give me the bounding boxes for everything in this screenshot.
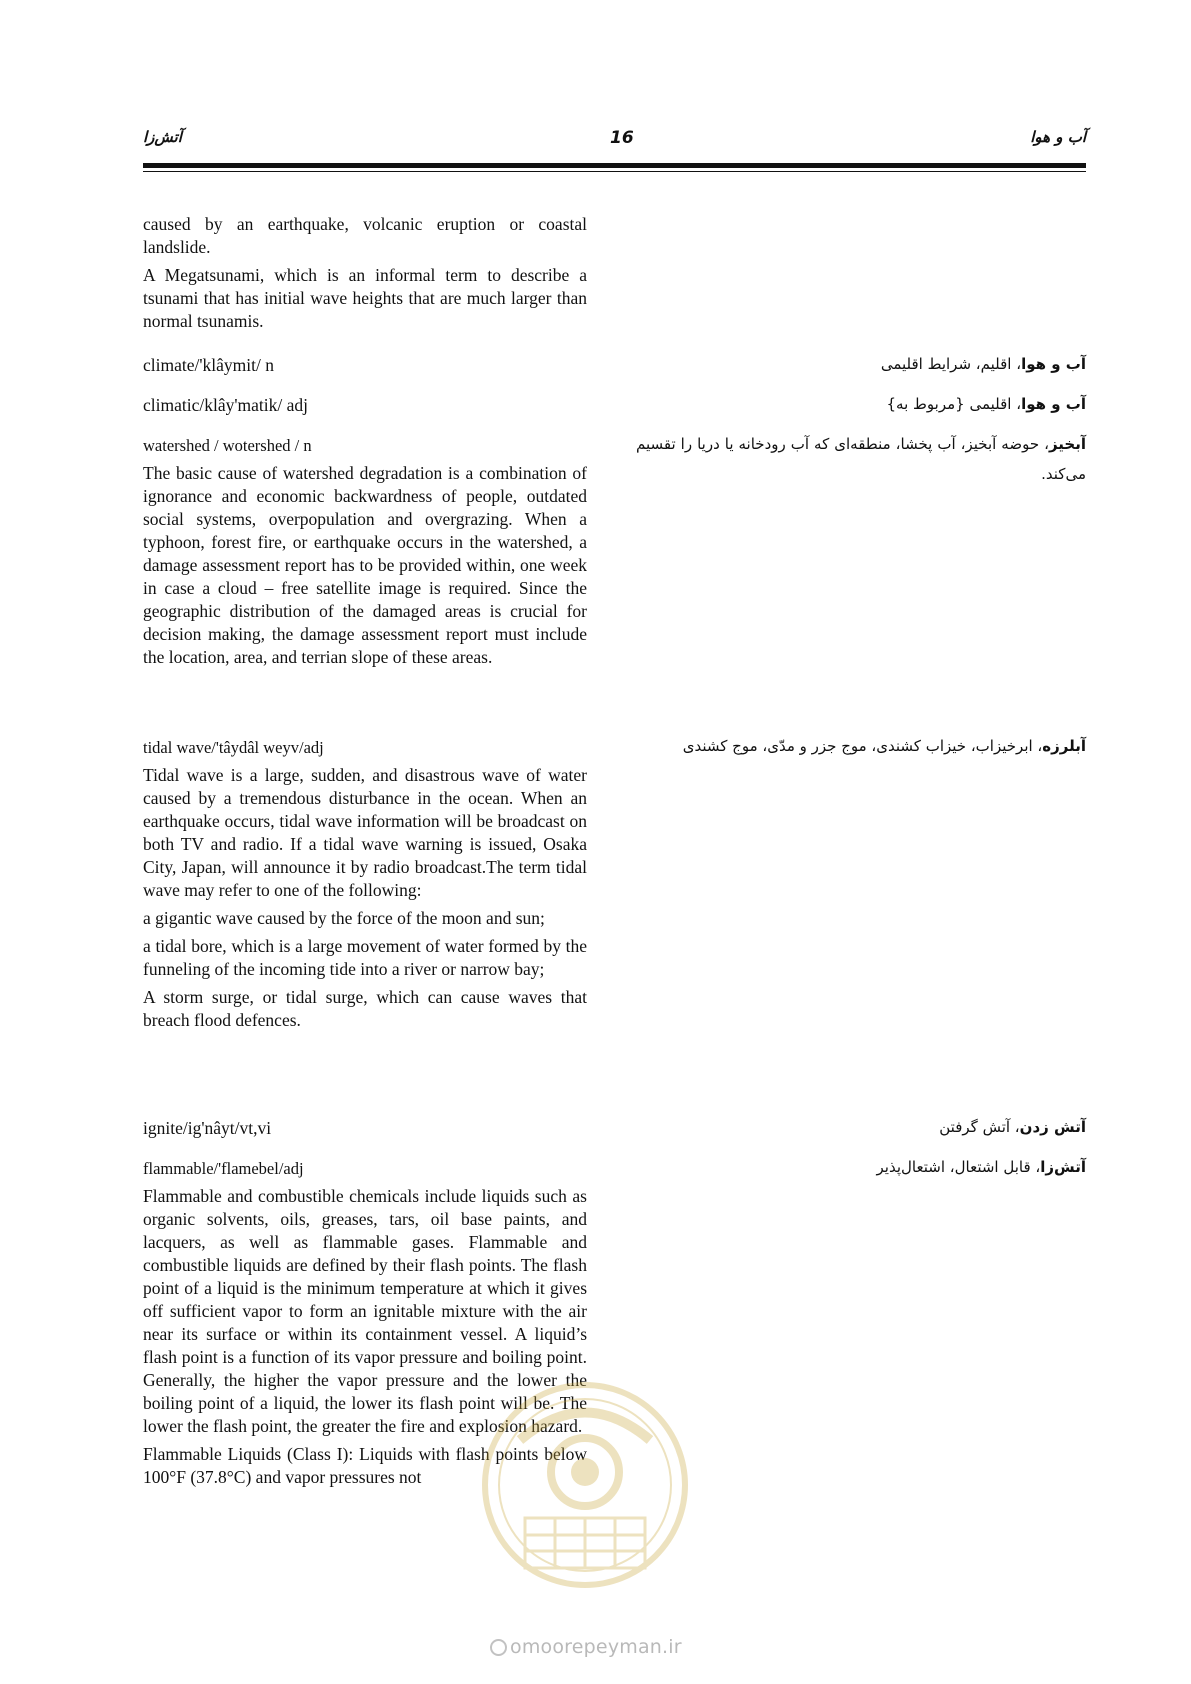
watermark-stamp-logo xyxy=(480,1380,690,1590)
entry-definition-fa: ، قابل اشتعال، اشتعال‌پذیر xyxy=(876,1158,1041,1176)
english-paragraph: caused by an earthquake, volcanic eruption or coastal landslide. xyxy=(143,214,587,257)
entry-watershed-fa xyxy=(636,429,1086,489)
entry-headword: flammable/'flamebel/adj xyxy=(143,1159,304,1178)
entry-climate-fa xyxy=(636,349,1086,379)
entry-definition-fa: ، ابرخیزاب، خیزاب کشندی، موج جزر و مدّی، موج کشندی xyxy=(682,737,1043,755)
entry-body: A storm surge, or tidal surge, which can cause waves that breach flood defences. xyxy=(143,987,587,1030)
running-header-right: آب و هوا xyxy=(1030,128,1086,146)
entry-climate-en: climate/'klâymit/ n xyxy=(143,355,274,375)
watermark-site xyxy=(490,1636,682,1658)
watermark-site-text: omoorepeyman.ir xyxy=(510,1636,682,1658)
entry-headword-fa: آتش زدن xyxy=(1019,1118,1086,1136)
entry-headword: tidal wave/'tâydâl weyv/adj xyxy=(143,738,324,757)
entry-headword-fa: آبلرزه xyxy=(1042,737,1086,755)
entry-flammable-fa xyxy=(636,1152,1086,1182)
entry-body: a gigantic wave caused by the force of the moon and sun; xyxy=(143,908,545,928)
entry-body: Tidal wave is a large, sudden, and disastrous wave of water caused by a tremendous disturbance in the ocean. When an earthquake occurs, tidal wave information will be broadcast on both TV and radio. If a tidal wave warning is issued, Osaka City, Japan, will announce it by radio broadcast.The term tidal wave may refer to one of the following: xyxy=(143,765,587,900)
entry-climatic-en: climatic/klây'matik/ adj xyxy=(143,395,308,415)
entry-definition-fa: ، اقلیم، شرایط اقلیمی xyxy=(880,355,1022,373)
page-number: 16 xyxy=(610,128,634,148)
entry-headword-fa: آتش‌زا xyxy=(1040,1158,1086,1176)
entry-climatic-fa xyxy=(636,389,1086,419)
entry-tidal-wave-fa xyxy=(636,731,1086,761)
at-icon xyxy=(490,1639,507,1656)
entry-definition-fa: ، آتش گرفتن xyxy=(939,1118,1020,1136)
entry-definition-fa: ، اقلیمی {مربوط به} xyxy=(886,395,1022,413)
entry-body: The basic cause of watershed degradation is a combination of ignorance and economic backwardness of people, outdated social systems, overpopulation and overgrazing. When a typhoon, forest fire, or earthquake occurs in the watershed, a damage assessment report has to be provided within, one week in case a cloud – free satellite image is required. Since the geographic distribution of the damaged areas is crucial for decision making, the damage assessment report must include the location, area, and terrian slope of these areas. xyxy=(143,463,587,667)
entry-ignite-fa xyxy=(636,1112,1086,1142)
entry-body: a tidal bore, which is a large movement of water formed by the funneling of the incoming tide into a river or narrow bay; xyxy=(143,936,587,979)
english-paragraph: A Megatsunami, which is an informal term to describe a tsunami that has initial wave heights that are much larger than normal tsunamis. xyxy=(143,265,587,331)
entry-definition-fa: ، حوضه آبخیز، آب پخشا، منطقه‌ای که آب رودخانه یا دریا را تقسیم می‌کند. xyxy=(636,435,1086,483)
header-rule-thin xyxy=(143,171,1086,172)
entry-headword-fa: آب و هوا xyxy=(1021,395,1086,413)
entry-headword: watershed / wotershed / n xyxy=(143,436,312,455)
entry-tidal-wave-en xyxy=(143,736,587,1032)
entry-watershed-en xyxy=(143,434,587,669)
entry-body: Flammable Liquids (Class I): Liquids with flash points below 100°F (37.8°C) and vapor pressures not xyxy=(143,1444,587,1487)
entry-ignite-en: ignite/ig'nâyt/vt,vi xyxy=(143,1118,272,1138)
english-continuation xyxy=(143,213,587,333)
header-rule-thick xyxy=(143,163,1086,168)
entry-headword-fa: آب و هوا xyxy=(1021,355,1086,373)
entry-headword-fa: آبخیز xyxy=(1048,435,1086,453)
entry-body: Flammable and combustible chemicals include liquids such as organic solvents, oils, greases, tars, oil base paints, and lacquers, as well as flammable gases. Flammable and combustible liquids are defined by their flash points. The flash point of a liquid is the minimum temperature at which it gives off sufficient vapor to form an ignitable mixture with the air near its surface or within its containment vessel. A liquid’s flash point is a function of its vapor pressure and boiling point. Generally, the higher the vapor pressure and the lower the boiling point of a liquid, the lower its flash point will be. The lower the flash point, the greater the fire and explosion hazard. xyxy=(143,1186,587,1436)
running-header-left: آتش‌زا xyxy=(143,128,182,146)
